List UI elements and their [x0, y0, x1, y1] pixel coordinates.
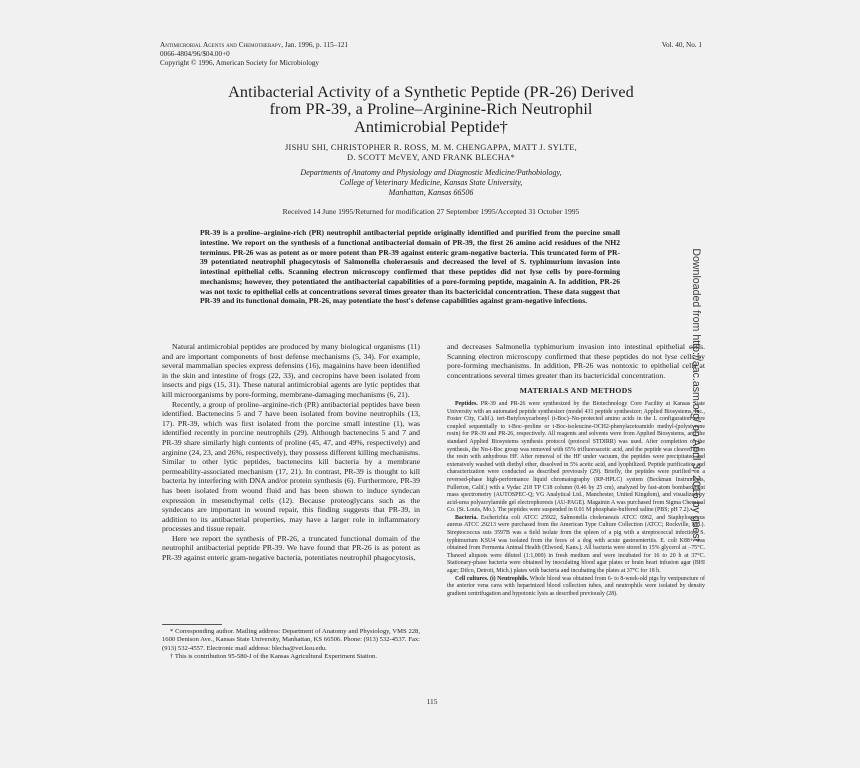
subsection-lead: Peptides. — [455, 400, 478, 407]
received-dates: Received 14 June 1995/Returned for modification 27 September 1995/Accepted 31 October 1995 — [282, 207, 580, 216]
title-line: Antimicrobial Peptide† — [354, 117, 508, 136]
footnote: † This is contribution 95-580-J of the Kansas Agricultural Experiment Station. — [170, 652, 378, 660]
affiliation — [160, 168, 702, 198]
title-line: Antibacterial Activity of a Synthetic Peptide (PR-26) Derived — [228, 83, 634, 101]
copyright: Copyright © 1996, American Society for Microbiology — [160, 58, 319, 67]
paragraph: Natural antimicrobial peptides are produced by many biological organisms (11) and are important components of host defense mechanisms (5, 34). For example, several mammalian species express defensins (16), magainins have been identified in the skin and intestine of frogs (22, 33), and cecropins have been isolated from insects and pigs (15, 31). These natural antimicrobial agents are lytic peptides that kill microorganisms by pore-forming, membrane-damaging mechanisms (6, 21). — [162, 342, 420, 399]
page-number: 115 — [426, 697, 438, 706]
abstract: PR-39 is a proline–arginine-rich (PR) neutrophil antibacterial peptide originally identified and purified from the porcine small intestine. We report on the synthesis of a functional antibacterial domain of PR-39, the first 26 amino acid residues of the NH2 terminus. PR-26 was as potent as or more potent than PR-39 against enteric gram-negative bacteria. This truncated form of PR-39 potentiated neutrophil phagocytosis of Salmonella choleraesuis and decreased the level of S. typhimurium invasion into intestinal epithelial cells. Scanning electron microscopy confirmed that these peptides did not lyse cells by pore-forming mechanisms; however, they potentiated the antibacterial capabilities of a pore-forming peptide, magainin A. In addition, PR-26 was not toxic to epithelial cells at concentrations several times greater than its bactericidal concentration. These data suggest that PR-39 and its functional domain, PR-26, may potentiate the host's defense capabilities against gram-negative infections. — [200, 228, 620, 306]
title-line: from PR-39, a Proline–Arginine-Rich Neutrophil — [269, 100, 593, 119]
journal-issue: , Jan. 1996, p. 115–121 — [281, 41, 349, 49]
affiliation-line: College of Veterinary Medicine, Kansas State University, — [339, 178, 523, 187]
section-heading: MATERIALS AND METHODS — [519, 386, 633, 396]
methods-text — [447, 401, 705, 598]
paragraph: Here we report the synthesis of PR-26, a truncated functional domain of the neutrophil antibacterial peptide PR-39. We have found that PR-26 is as potent as PR-39 against enteric gram-negative bacteria, potentiates neutrophil phagocytosis, — [162, 533, 420, 563]
paragraph: Recently, a group of proline–arginine-rich (PR) antibacterial peptides have been identified. Bactenecins 5 and 7 have been isolated from bovine neutrophils (13, 17). PR-39, which was first isolated from the porcine small intestine (1), was identified recently in porcine neutrophils (29). Although bactenecins 5 and 7 and PR-39 share similarly high contents of proline (45, 47, and 49%, respectively) and arginine (24, 23, and 26%, respectively), they possess different killing mechanisms. Similar to other lytic peptides, bactenecins kill bacteria by a membrane permeability-associated mechanism (17, 21). In contrast, PR-39 is thought to kill bacteria by interfering with DNA and/or protein synthesis (6). Furthermore, PR-39 has been isolated from wound fluid and has been shown to induce syndecan expression in mesenchymal cells (12). Because proteoglycans such as the syndecans are important in wound repair, this finding suggests that PR-39, in addition to its antibacterial properties, may have a larger role in inflammatory processes and tissue repair. — [162, 399, 420, 534]
subsection-lead: Cell cultures. (i) Neutrophils. — [455, 575, 529, 582]
journal-name: Antimicrobial Agents and Chemotherapy — [160, 41, 282, 49]
affiliation-line: Manhattan, Kansas 66506 — [388, 188, 474, 197]
paragraph: and decreases Salmonella typhimurium invasion into intestinal epithelial cells. Scanning electron microscopy confirmed that these peptides do not lyse cells by pore-forming mechanisms. In addition, PR-26 was nontoxic to epithelial cells at concentrations several times greater than its bactericidal concentration. — [447, 342, 705, 380]
footnote-divider — [162, 624, 222, 625]
article-title — [160, 84, 702, 136]
download-watermark[interactable]: Downloaded from http://aac.asm.org/ on April 3, 2016 by guest — [690, 248, 702, 542]
affiliation-line: Departments of Anatomy and Physiology and Diagnostic Medicine/Pathobiology, — [300, 168, 562, 177]
right-column — [447, 342, 705, 598]
subsection-lead: Bacteria. — [455, 514, 478, 521]
author-line: D. SCOTT McVEY, AND FRANK BLECHA* — [346, 153, 516, 162]
left-column — [162, 342, 420, 563]
paragraph: PR-39 and PR-26 were synthesized by the Biotechnology Core Facility at Kansas State University with an automated peptide synthesizer (model 431 peptide synthesizer; Applied Biosystems, Inc., Foster City, Calif.). tert-Butyloxycarbonyl (t-Boc)–Nα-protected amino acids in the L configuration were coupled sequentially to t-Boc–proline or t-Boc-isoleucine-OCH2-phenylacetoamido methyl-(polystyrene resin) for PR-39 and PR-26, respectively. All reagents and solvents were from Applied Biosystems, and the standard Applied Biosystems synthesis protocol (protocol STDIRR) was used. After completion of the synthesis, the Nα-t-Boc group was removed with 65% trifluoroacetic acid, and the peptide was cleaved from the resin with anhydrous HF. After removal of the HF under vacuum, the peptides were precipitated and extensively washed with diethyl ether, dissolved in 5% acetic acid, and lyophilized. Peptide purification and characterization were conducted as described previously (29). Briefly, the peptides were purified on a reversed-phase high-performance liquid chromatography (RP-HPLC) system (Beckman Instruments, Fullerton, Calif.) with a Vydac 218 TP C18 column (0.46 by 25 cm), analyzed by fast-atom bombardment mass spectrometry (AUTOSPEC-Q; VG Analytical Ltd., Manchester, United Kingdom), and visualized by acid-urea polyacrylamide gel electrophoresis (AU-PAGE). Magainin A was purchased from Sigma Chemical Co. (St. Louis, Mo.). The peptides were suspended in 0.01 M phosphate-buffered saline (PBS; pH 7.2). — [447, 400, 705, 514]
volume-number: Vol. 40, No. 1 — [661, 41, 702, 49]
paragraph: Escherichia coli ATCC 25922, Salmonella choleraesuis ATCC 6962, and Staphylococcus aureus ATCC 29213 were purchased from the American Type Culture Collection (ATCC; Rockville, Md.). Streptococcus suis 3597B was a field isolate from the spleen of a pig with a streptococcal infection. S. typhimurium KSU4 was isolated from the feces of a dog with acute gastroenteritis. E. coli K88+ was obtained from Fermenta Animal Health (Elwood, Kans.). All bacteria were stored in 15% glycerol at −75°C. Thawed aliquots were diluted (1:1,000) in fresh medium and were incubated for 16 to 20 h at 37°C. Stationary-phase bacteria were obtained by inoculating blood agar plates or brain heart infusion agar (BHI agar; Difco, Detroit, Mich.) plates with bacteria and incubating the plates at 37°C for 18 h. — [447, 514, 705, 575]
issn: 0066-4804/96/$04.00+0 — [160, 49, 230, 58]
author-list — [160, 143, 702, 163]
footnote: * Corresponding author. Mailing address: Department of Anatomy and Physiology, VMS 228, 1600 Denison Ave., Kansas State University, Manhattan, KS 66506. Phone: (913) 532-4537. Fax: (913) 532-4557. Electronic mail address: blecha@vet.ksu.edu. — [162, 628, 420, 652]
author-line: JISHU SHI, CHRISTOPHER R. ROSS, M. M. CHENGAPPA, MATT J. SYLTE, — [284, 143, 578, 152]
footnotes — [162, 628, 420, 661]
journal-header — [160, 41, 348, 67]
paragraph: Whole blood was obtained from 6- to 8-week-old pigs by venipuncture of the anterior vena cava with heparinized blood collection tubes, and neutrophils were isolated by density gradient centrifugation and hypotonic lysis as described previously (28). — [447, 575, 705, 597]
